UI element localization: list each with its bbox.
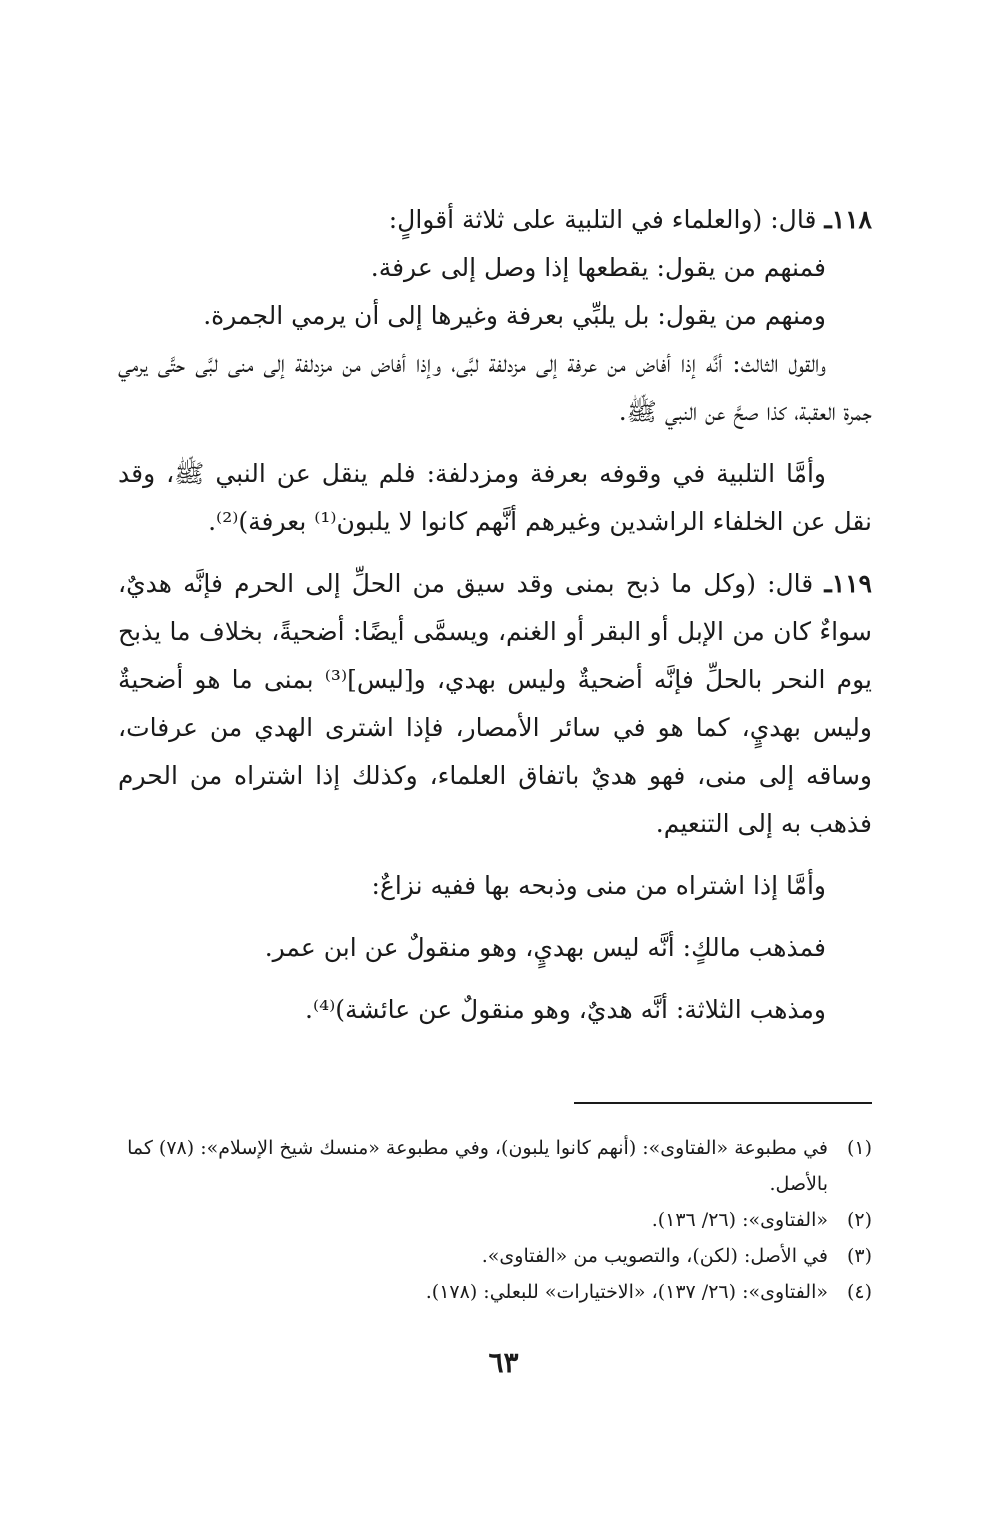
- paragraph: وأمَّا التلبية في وقوفه بعرفة ومزدلفة: فلم ينقل عن النبي ﷺ، وقد نقل عن الخلفاء الراشدين وغيرهم أنَّهم كانوا لا يلبون⁽¹⁾ بعرفة)⁽²⁾.: [118, 459, 872, 536]
- paragraph: وأمَّا إذا اشتراه من منى وذبحه بها ففيه نزاعٌ:: [371, 871, 826, 900]
- page-number: ٦٣: [488, 1346, 519, 1379]
- paragraph: فمنهم من يقول: يقطعها إذا وصل إلى عرفة.: [370, 253, 826, 282]
- paragraph-text: قال: (وكل ما ذبح بمنى وقد سيق من الحلِّ إلى الحرم فإنَّه هديٌ، سواءٌ كان من الإبل أو البقر أو الغنم، ويسمَّى أيضًا: أضحيةً، بخلاف ما يذبح يوم النحر بالحلِّ فإنَّه أضحيةٌ وليس بهدي، و[ليس]⁽³⁾ بمنى ما هو أضحيةٌ وليس بهديٍ، كما هو في سائر الأمصار، فإذا اشترى الهدي من عرفات، وساقه إلى منى، فهو هديٌ باتفاق العلماء، وكذلك إذا اشتراه من الحرم فذهب به إلى التنعيم.: [118, 569, 872, 838]
- main-text: [118, 196, 872, 1034]
- footnote-text: في مطبوعة «الفتاوى»: (أنهم كانوا يلبون)، وفي مطبوعة «منسك شيخ الإسلام»: (٧٨) كما بالأصل.: [127, 1137, 828, 1195]
- footnotes: [118, 1130, 872, 1310]
- footnote-number: (١): [846, 1137, 872, 1159]
- footnote-number: (٤): [846, 1281, 872, 1303]
- paragraph-number: ١١٨ـ: [824, 205, 872, 234]
- paragraph: ومذهب الثلاثة: أنَّه هديٌ، وهو منقولٌ عن عائشة)⁽⁴⁾.: [305, 995, 826, 1024]
- paragraph: ومنهم من يقول: بل يلبِّي بعرفة وغيرها إلى أن يرمي الجمرة.: [203, 301, 826, 330]
- footnote: [118, 1202, 872, 1238]
- footnote-text: في الأصل: (لكن)، والتصويب من «الفتاوى».: [481, 1245, 828, 1267]
- footnote: [118, 1238, 872, 1274]
- paragraph-number: ١١٩ـ: [824, 569, 872, 598]
- footnote-divider: [574, 1102, 872, 1104]
- footnote-number: (٢): [846, 1209, 872, 1231]
- footnote-number: (٣): [846, 1245, 872, 1267]
- footnote-text: «الفتاوى»: (٢٦/ ١٣٧)، «الاختيارات» للبعلي: (١٧٨).: [425, 1281, 828, 1303]
- footnote-text: «الفتاوى»: (٢٦/ ١٣٦).: [651, 1209, 828, 1231]
- paragraph-119: [118, 560, 872, 848]
- paragraph: فمذهب مالكٍ: أنَّه ليس بهديٍ، وهو منقولٌ عن ابن عمر.: [264, 933, 826, 962]
- paragraph-text: قال: (والعلماء في التلبية على ثلاثة أقوالٍ:: [388, 205, 817, 234]
- paragraph: والقول الثالث: أنَّه إذا أفاض من عرفة إلى مزدلفة لبَّى، وإذا أفاض من مزدلفة إلى منى لبَّى حتَّى يرمي جمرة العقبة، كذا صحَّ عن النبي ﷺ.: [118, 349, 872, 426]
- footnote: [118, 1274, 872, 1310]
- paragraph-118-heading: [118, 196, 872, 244]
- footnote: [118, 1130, 872, 1202]
